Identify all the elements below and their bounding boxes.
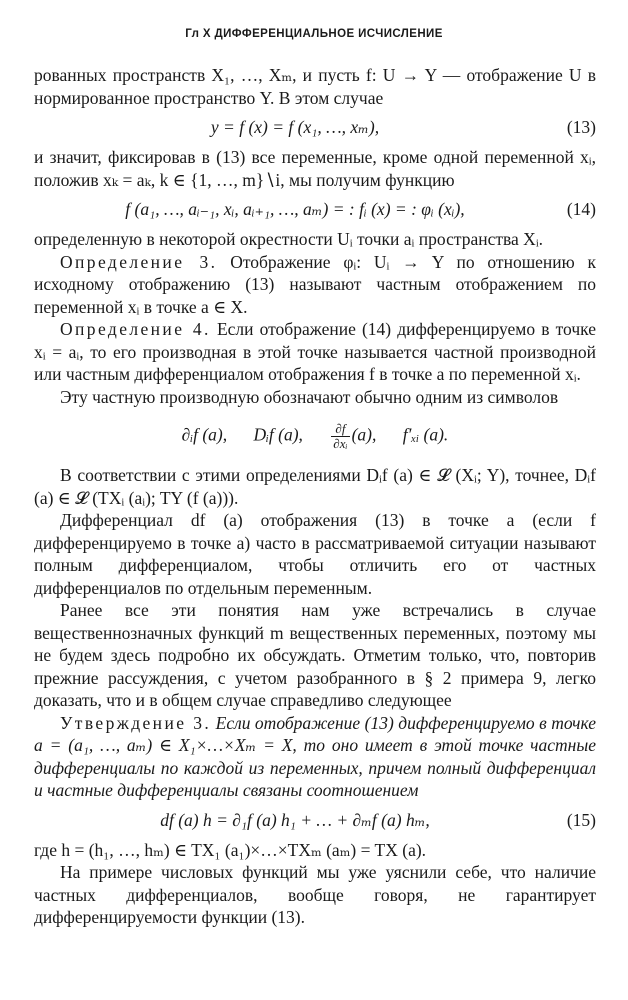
partial-derivative-symbols [34,408,596,464]
definition-4 [34,318,596,386]
statement-3-text: Если отображение (13) дифференцируемо в точке a = (a₁, …, aₘ) ∈ X₁×…×Xₘ = X, то оно имеет в этой точке частные дифференциалы по каждой из переменных, причем полный дифференциал и частные дифференциалы связаны соотношением [34,712,596,800]
formula-13-number: (13) [566,117,596,138]
running-header: Гл X ДИФФЕРЕНЦИАЛЬНОЕ ИСЧИСЛЕНИЕ [185,28,443,40]
symbol-prime: f′ₓᵢ (a). [402,424,449,445]
symbol-d: Dᵢf (a), [253,424,303,445]
symbols-expression [34,422,596,451]
paragraph-symbols-intro: Эту частную производную обозначают обычно одним из символов [60,386,559,407]
fraction-denominator: ∂xᵢ [333,435,348,451]
page-body [34,64,596,929]
formula-13 [34,109,596,146]
paragraph-neighborhood: определенную в некоторой окрестности Uᵢ точки aᵢ пространства Xᵢ. [34,229,544,249]
formula-14-number: (14) [566,199,596,220]
formula-14 [34,191,596,228]
symbol-fraction [331,422,349,451]
paragraph-numeric-functions: На примере числовых функций мы уже уяснили себе, что наличие частных дифференциалов, вообще говоря, не гарантирует дифференцируемости функции (13). [34,862,596,927]
paragraph-total-differential: Дифференциал df (a) отображения (13) в точке a (если f дифференцируемо в точке a) часто в рассматриваемой ситуации называют полным дифференциалом, чтобы отличить его от частных дифференциалов по отдельным переменным. [34,510,596,598]
formula-15-expression: df (a) h = ∂₁f (a) h₁ + … + ∂ₘf (a) hₘ, [160,809,430,830]
definition-3 [34,251,596,319]
symbol-partial: ∂ᵢf (a), [181,424,228,445]
formula-14-expression: f (a₁, …, aᵢ₋₁, xᵢ, aᵢ₊₁, …, aₘ) = : fᵢ (x) = : φᵢ (xᵢ), [125,199,465,220]
paragraph-where-h: где h = (h₁, …, hₘ) ∈ TX₁ (a₁)×…×TXₘ (aₘ) = TX (a). [34,839,427,860]
definition-3-title: Определение 3. [60,251,218,272]
definition-4-text: Если отображение (14) дифференцируемо в точке xᵢ = aᵢ, то его производная в этой точке называется частной производной или частным дифференциалом отображения f в точке a по переменной xᵢ. [34,319,596,384]
definition-4-title: Определение 4. [60,319,211,339]
symbol-fraction-arg: (a), [351,424,377,445]
paragraph-accordance: В соответствии с этими определениями Dᵢf (a) ∈ 𝓛 (Xᵢ; Y), точнее, Dᵢf (a) ∈ 𝓛 (TXᵢ (aᵢ); TY (f (a))). [34,465,596,508]
statement-3 [34,712,596,802]
fraction-numerator: ∂f [331,422,349,437]
statement-3-title: Утверждение 3. [60,712,212,733]
paragraph-previous-concepts: Ранее все эти понятия нам уже встречались в случае вещественнозначных функций m вещественных переменных, поэтому мы не будем здесь подробно их обсуждать. Отметим только, что, повторив прежние рассуждения, с учетом разобранного в § 2 примера 9, легко доказать, что и в общем случае справедливо следующее [34,600,596,710]
definition-3-text: Отображение φᵢ: Uᵢ → Y по отношению к исходному отображению (13) называют частным отображением по переменной xᵢ в точке a ∈ X. [34,251,596,317]
formula-13-expression: y = f (x) = f (x₁, …, xₘ), [210,117,380,138]
paragraph-fixing-variables: и значит, фиксировав в (13) все переменные, кроме одной переменной xᵢ, положив xₖ = aₖ, k ∈ {1, …, m}∖i, мы получим функцию [34,147,596,190]
formula-15-number: (15) [566,809,596,830]
paragraph-continuation: рованных пространств X₁, …, Xₘ, и пусть f: U → Y — отображение U в нормированное пространство Y. В этом случае [34,65,596,108]
formula-15 [34,802,596,839]
